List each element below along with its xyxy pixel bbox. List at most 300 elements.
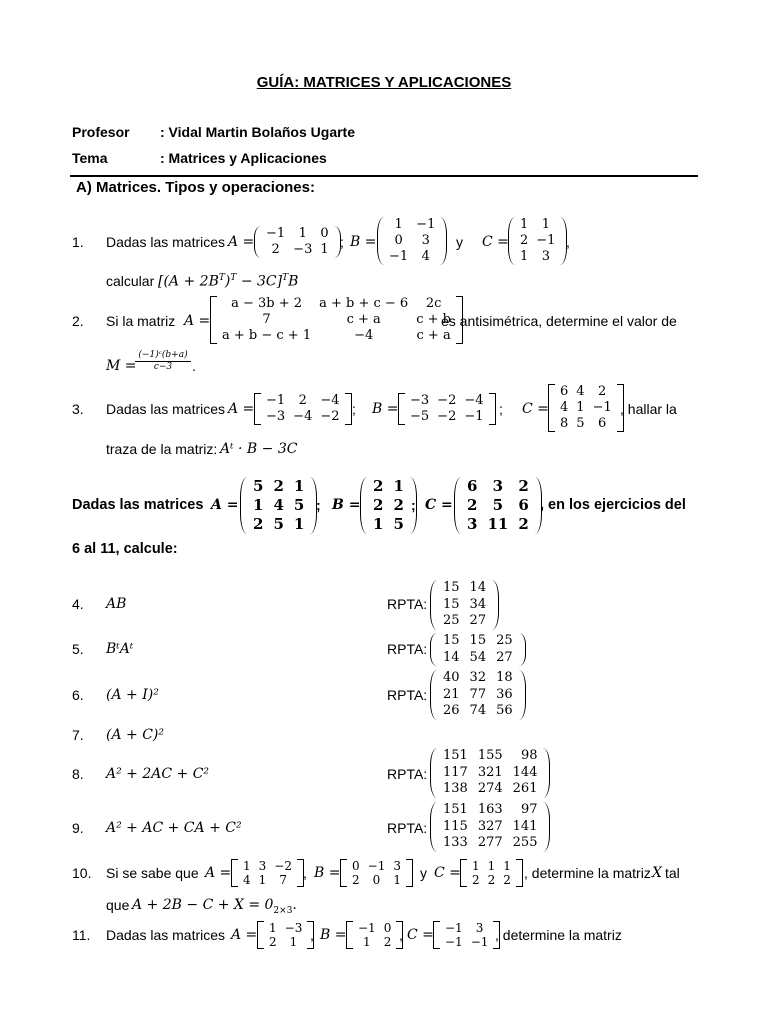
matrix-entry: c + b — [416, 312, 451, 327]
ex10-x: X — [652, 865, 662, 881]
matrix-entry: 15 — [443, 633, 460, 648]
given-matrix-a — [240, 477, 317, 534]
item-number: 8. — [72, 766, 84, 782]
ex1-calc-expr: $[(A + 2B^T)^T - 3C]^TB$ — [158, 273, 299, 290]
rpta-matrix — [430, 580, 499, 630]
matrix-entry: 277 — [477, 835, 503, 850]
item-number: 5. — [72, 641, 84, 657]
matrix-entry: 40 — [443, 670, 460, 685]
matrix-entry: 15 — [469, 633, 487, 648]
matrix-row — [354, 935, 395, 949]
matrix-row — [239, 873, 296, 887]
matrix-row — [265, 935, 306, 949]
matrix-entry: 27 — [496, 649, 513, 665]
matrix-left-bracket — [430, 580, 437, 630]
matrix-entry: 0 — [320, 226, 329, 241]
ex1-b-lhs: B = — [350, 234, 377, 250]
matrix-row — [462, 496, 534, 515]
item-number: 4. — [72, 596, 84, 612]
ex1-matrix-c — [508, 217, 567, 265]
ex2-m-fraction: (−1)ᶜ(b+a) c−3 — [135, 350, 191, 373]
matrix-entry: 1 — [394, 217, 403, 232]
matrix-entry: 151 — [443, 748, 468, 763]
matrix-entry: 3 — [475, 921, 484, 935]
matrix-entry: 6 — [518, 496, 529, 514]
item-expression: A² + AC + CA + C² — [106, 820, 242, 836]
matrix-entry: 4 — [273, 496, 284, 514]
matrix-row — [239, 859, 296, 873]
matrix-entry: 2 — [467, 496, 478, 514]
ex3-a-lhs: A = — [228, 401, 255, 417]
matrix-entry: 1 — [520, 217, 529, 232]
matrix-entry: a + b − c + 1 — [222, 328, 312, 343]
matrix-entry: 54 — [469, 649, 487, 665]
matrix-entry: 5 — [576, 416, 585, 431]
matrix-entry: −1 — [536, 233, 556, 248]
ex2-text2: es antisimétrica, determine el valor de — [441, 313, 677, 329]
matrix-left-bracket — [340, 859, 347, 887]
matrix-entry: 32 — [469, 670, 487, 685]
matrix-row — [406, 409, 488, 425]
matrix-row — [462, 477, 534, 496]
matrix-entry: 3 — [393, 859, 401, 873]
ex10-c-lhs: C = — [434, 865, 461, 881]
item-expression: (A + C)² — [106, 727, 164, 743]
matrix-entry: c + a — [346, 312, 381, 327]
matrix-row — [556, 416, 616, 432]
ex1-y: y — [456, 234, 463, 250]
matrix-row — [262, 393, 344, 409]
ex3-text: Dadas las matrices — [106, 401, 226, 417]
matrix-entry: 1 — [503, 859, 511, 873]
matrix-entry: −5 — [410, 409, 430, 424]
ex2-text: Si la matriz — [106, 313, 176, 329]
ex10-a-lhs: A = — [205, 865, 232, 881]
matrix-entry: −1 — [464, 409, 484, 424]
matrix-entry: 14 — [443, 649, 460, 665]
matrix-entry: 2 — [271, 242, 280, 257]
matrix-entry: −2 — [437, 409, 457, 424]
matrix-entry: 3 — [258, 859, 267, 873]
ex3-number: 3. — [72, 401, 84, 417]
matrix-left-bracket — [254, 226, 261, 258]
matrix-left-bracket — [430, 633, 437, 666]
matrix-entry: 3 — [421, 233, 430, 248]
matrix-entry: 261 — [512, 781, 538, 796]
matrix-row — [248, 477, 309, 496]
matrix-entry: 151 — [443, 802, 468, 817]
matrix-row — [441, 921, 492, 935]
rpta-label: RPTA: — [387, 596, 428, 612]
matrix-entry: 3 — [467, 515, 478, 533]
matrix-entry: 11 — [487, 515, 509, 533]
given-matrix-b — [360, 477, 417, 534]
ex10-que: que — [106, 897, 130, 913]
matrix-entry: 18 — [496, 670, 513, 685]
ex10-sep1: , — [303, 865, 307, 881]
matrix-entry: 2 — [598, 384, 607, 399]
matrix-entry: 3 — [492, 477, 504, 495]
rpta-matrix — [430, 802, 550, 852]
matrix-entry: 2 — [503, 873, 511, 887]
matrix-entry: 77 — [469, 686, 487, 702]
rpta-matrix-row — [438, 748, 542, 765]
ex2-a-lhs: A = — [184, 313, 211, 329]
matrix-right-bracket — [345, 393, 352, 425]
matrix-entry: 6 — [467, 477, 478, 495]
matrix-entry: −3 — [293, 242, 313, 257]
rpta-matrix-row — [438, 835, 542, 852]
matrix-right-bracket — [440, 217, 447, 265]
matrix-row — [556, 400, 616, 416]
item-expression: AB — [106, 596, 127, 612]
ex11-number: 11. — [72, 927, 91, 943]
matrix-entry: −1 — [445, 921, 463, 935]
matrix-entry: 7 — [279, 873, 287, 887]
matrix-entry: c + a — [416, 328, 451, 343]
matrix-entry: 2 — [373, 496, 384, 514]
rpta-matrix-row — [438, 580, 491, 597]
matrix-entry: −1 — [470, 935, 489, 949]
matrix-entry: 2 — [352, 873, 360, 887]
matrix-entry: 97 — [520, 802, 538, 817]
matrix-entry: a + b + c − 6 — [319, 296, 409, 311]
matrix-entry: 6 — [560, 384, 569, 399]
matrix-entry: 21 — [443, 686, 460, 702]
rpta-matrix — [430, 670, 526, 720]
matrix-left-bracket — [430, 748, 437, 798]
matrix-left-bracket — [454, 477, 461, 534]
ex2-m-lhs: M = — [106, 358, 137, 374]
matrix-entry: 2 — [383, 935, 392, 949]
matrix-row — [556, 384, 616, 400]
rpta-matrix-row — [438, 670, 518, 687]
rpta-matrix-row — [438, 613, 491, 630]
given-b-lhs: B = — [332, 497, 361, 513]
matrix-entry: 4 — [576, 384, 585, 399]
ex11-c-lhs: C = — [407, 927, 434, 943]
rpta-matrix-row — [438, 687, 518, 704]
matrix-entry: 155 — [477, 748, 503, 763]
matrix-entry: 27 — [469, 613, 487, 628]
matrix-left-bracket — [346, 921, 353, 949]
matrix-entry: 15 — [443, 596, 460, 612]
matrix-entry: 2 — [373, 477, 384, 495]
ex3-c-lhs: C = — [522, 401, 549, 417]
ex3-matrix-c — [548, 384, 624, 432]
matrix-entry: −1 — [389, 249, 409, 264]
ex1-matrix-b — [377, 217, 447, 265]
matrix-left-bracket — [430, 802, 437, 852]
matrix-left-bracket — [430, 670, 437, 720]
matrix-entry: a − 3b + 2 — [231, 296, 303, 311]
ex11-matrix-c — [433, 921, 500, 949]
ex1-number: 1. — [72, 234, 84, 250]
matrix-right-bracket — [519, 670, 526, 720]
matrix-entry: 4 — [421, 249, 430, 264]
matrix-entry: 2 — [472, 873, 480, 887]
matrix-row — [468, 859, 515, 873]
ex11-sep1: , — [310, 927, 314, 943]
header-divider — [70, 175, 698, 177]
tema-value: : Matrices y Aplicaciones — [160, 150, 327, 166]
ex3-matrix-a — [254, 393, 352, 425]
matrix-left-bracket — [377, 217, 384, 265]
matrix-entry: 98 — [520, 748, 538, 763]
matrix-right-bracket — [489, 393, 496, 425]
matrix-entry: 133 — [443, 835, 468, 850]
matrix-right-bracket — [516, 859, 523, 887]
ex10-matrix-a — [231, 859, 304, 887]
matrix-entry: 6 — [598, 416, 607, 431]
matrix-entry: −1 — [266, 226, 286, 241]
matrix-left-bracket — [231, 859, 238, 887]
rpta-label: RPTA: — [387, 766, 428, 782]
matrix-entry: 5 — [492, 496, 504, 514]
matrix-entry: 1 — [373, 515, 384, 533]
ex11-text2: , determine la matriz — [495, 927, 622, 943]
matrix-row — [348, 859, 405, 873]
rpta-matrix-row — [438, 802, 542, 819]
ex11-sep2: , — [399, 927, 403, 943]
matrix-entry: 2 — [518, 477, 529, 495]
section-a-heading: A) Matrices. Tipos y operaciones: — [76, 179, 315, 196]
matrix-entry: 1 — [253, 496, 264, 514]
matrix-entry: 141 — [512, 818, 538, 834]
matrix-entry: −3 — [284, 921, 303, 935]
rpta-matrix-row — [438, 597, 491, 614]
matrix-entry: 1 — [520, 249, 529, 264]
ex1-comma: , — [566, 234, 570, 250]
ex2-matrix-a — [210, 296, 463, 344]
ex3-b-lhs: B = — [372, 401, 399, 417]
matrix-entry: −2 — [320, 409, 340, 424]
matrix-left-bracket — [460, 859, 467, 887]
matrix-row — [441, 935, 492, 949]
ex11-matrix-a — [257, 921, 314, 949]
matrix-row — [348, 873, 405, 887]
matrix-entry: −1 — [367, 859, 386, 873]
matrix-entry: 144 — [512, 764, 538, 780]
matrix-entry: −4 — [320, 393, 340, 408]
matrix-entry: −4 — [354, 328, 374, 343]
matrix-entry: 1 — [487, 859, 496, 873]
item-expression: A² + 2AC + C² — [106, 766, 210, 782]
matrix-entry: 34 — [469, 596, 487, 612]
matrix-row — [265, 921, 306, 935]
matrix-entry: −3 — [410, 393, 430, 408]
matrix-entry: −1 — [416, 217, 436, 232]
matrix-entry: 0 — [372, 873, 381, 887]
matrix-row — [262, 409, 344, 425]
ex3-sep2: ; — [499, 401, 503, 417]
rpta-matrix — [430, 633, 526, 666]
matrix-entry: 26 — [443, 703, 460, 718]
matrix-entry: 5 — [393, 515, 404, 533]
ex2-number: 2. — [72, 313, 84, 329]
matrix-entry: −3 — [266, 409, 286, 424]
matrix-row — [385, 249, 439, 265]
matrix-entry: 25 — [443, 613, 460, 628]
matrix-entry: 1 — [293, 515, 305, 533]
page-title: GUÍA: MATRICES Y APLICACIONES — [256, 74, 512, 91]
matrix-entry: 1 — [393, 477, 404, 495]
ex10-tal: tal — [665, 865, 680, 881]
matrix-left-bracket — [210, 296, 217, 344]
matrix-entry: 1 — [363, 935, 371, 949]
ex2-dot: . — [192, 358, 196, 374]
ex10-number: 10. — [72, 865, 92, 881]
matrix-entry: 163 — [477, 802, 503, 817]
matrix-right-bracket — [519, 633, 526, 666]
matrix-entry: 2 — [273, 477, 284, 495]
rpta-matrix-row — [438, 703, 518, 720]
matrix-entry: 1 — [258, 873, 267, 887]
given-sep1: ; — [316, 497, 321, 513]
matrix-entry: 255 — [512, 835, 538, 850]
matrix-entry: −1 — [592, 400, 612, 415]
item-number: 6. — [72, 687, 84, 703]
given-line2: 6 al 11, calcule: — [72, 541, 178, 557]
matrix-entry: 2 — [269, 935, 277, 949]
matrix-row — [248, 496, 309, 515]
tema-label: Tema — [72, 150, 108, 166]
ex10-y: y — [420, 865, 427, 881]
matrix-entry: −4 — [464, 393, 484, 408]
matrix-row — [368, 496, 409, 515]
matrix-row — [248, 515, 309, 534]
rpta-matrix-row — [438, 819, 542, 836]
matrix-entry: 138 — [443, 781, 468, 796]
ex3-sep1: ; — [352, 401, 356, 417]
matrix-right-bracket — [406, 859, 413, 887]
matrix-left-bracket — [254, 393, 261, 425]
item-expression: (A + I)² — [106, 687, 159, 703]
ex10-text: Si se sabe que — [106, 865, 199, 881]
matrix-entry: 7 — [262, 312, 271, 327]
ex10-b-lhs: B = — [314, 865, 341, 881]
rpta-matrix-row — [438, 633, 518, 650]
matrix-entry: 2 — [298, 393, 307, 408]
matrix-entry: 0 — [394, 233, 403, 248]
ex3-matrix-b — [398, 393, 496, 425]
matrix-entry: −2 — [274, 859, 292, 873]
matrix-entry: 1 — [293, 477, 305, 495]
matrix-entry: 1 — [576, 400, 585, 415]
matrix-entry: 115 — [443, 818, 468, 834]
ex10-equation: $A + 2B - C + X = 0_{2\times 3}$. — [132, 897, 297, 916]
ex1-c-lhs: C = — [482, 234, 509, 250]
matrix-row — [218, 328, 455, 344]
matrix-entry: 321 — [477, 764, 503, 780]
matrix-entry: 56 — [496, 703, 513, 718]
ex1-sep: ; — [340, 234, 344, 250]
ex1-a-lhs: A = — [228, 234, 255, 250]
matrix-entry: 1 — [298, 226, 307, 241]
matrix-row — [516, 249, 559, 265]
ex1-text: Dadas las matrices — [106, 234, 226, 250]
given-c-lhs: C = — [425, 497, 453, 513]
rpta-label: RPTA: — [387, 820, 428, 836]
ex1-matrix-a — [254, 226, 341, 258]
matrix-row — [218, 296, 455, 312]
item-number: 7. — [72, 727, 84, 743]
matrix-row — [262, 242, 333, 258]
matrix-entry: 2 — [518, 515, 529, 533]
rpta-label: RPTA: — [387, 687, 428, 703]
matrix-entry: 5 — [253, 477, 264, 495]
ex3-text2: , hallar la — [620, 401, 677, 417]
rpta-matrix-row — [438, 650, 518, 667]
ex11-a-lhs: A = — [231, 927, 258, 943]
profesor-label: Profesor — [72, 124, 130, 140]
matrix-row — [468, 873, 515, 887]
given-text: Dadas las matrices — [72, 497, 204, 513]
matrix-entry: 1 — [243, 859, 251, 873]
ex3-traza-expr: Aᵗ · B − 3C — [220, 441, 298, 457]
matrix-entry: 2 — [520, 233, 529, 248]
matrix-row — [354, 921, 395, 935]
matrix-left-bracket — [433, 921, 440, 949]
matrix-row — [368, 477, 409, 496]
matrix-entry: 1 — [289, 935, 298, 949]
matrix-left-bracket — [257, 921, 264, 949]
matrix-entry: 1 — [320, 242, 329, 257]
ex11-text: Dadas las matrices — [106, 927, 226, 943]
rpta-label: RPTA: — [387, 641, 428, 657]
matrix-entry: 117 — [443, 764, 468, 780]
matrix-entry: 74 — [469, 703, 487, 718]
matrix-entry: 2c — [425, 296, 442, 311]
rpta-matrix-row — [438, 765, 542, 782]
ex10-text2: , determine la matriz — [524, 865, 651, 881]
given-sep2: ; — [411, 497, 416, 513]
matrix-entry: 2 — [487, 873, 496, 887]
matrix-entry: −1 — [445, 935, 463, 949]
matrix-entry: 3 — [541, 249, 550, 264]
matrix-row — [262, 226, 333, 242]
matrix-right-bracket — [543, 748, 550, 798]
profesor-value: : Vidal Martin Bolaños Ugarte — [160, 124, 355, 140]
matrix-right-bracket — [492, 580, 499, 630]
matrix-entry: 15 — [443, 580, 460, 595]
matrix-entry: 14 — [469, 580, 487, 595]
ex1-calc-text: calcular — [106, 273, 155, 289]
matrix-row — [218, 312, 455, 328]
matrix-left-bracket — [398, 393, 405, 425]
ex10-matrix-c — [460, 859, 523, 887]
matrix-row — [385, 233, 439, 249]
matrix-entry: 0 — [383, 921, 392, 935]
item-expression: BᵗAᵗ — [106, 641, 134, 657]
matrix-row — [385, 217, 439, 233]
matrix-entry: −4 — [293, 409, 313, 424]
matrix-entry: 5 — [293, 496, 305, 514]
ex11-b-lhs: B = — [320, 927, 347, 943]
given-a-lhs: A = — [211, 497, 239, 513]
matrix-entry: −1 — [266, 393, 286, 408]
matrix-entry: 274 — [477, 781, 503, 796]
matrix-entry: −1 — [358, 921, 376, 935]
matrix-row — [368, 515, 409, 534]
matrix-row — [516, 217, 559, 233]
ex3-traza-text: traza de la matriz: — [106, 441, 218, 457]
matrix-right-bracket — [543, 802, 550, 852]
matrix-entry: 1 — [393, 873, 401, 887]
ex10-matrix-b — [340, 859, 413, 887]
item-number: 9. — [72, 820, 84, 836]
given-text2: , en los ejercicios del — [540, 497, 686, 513]
